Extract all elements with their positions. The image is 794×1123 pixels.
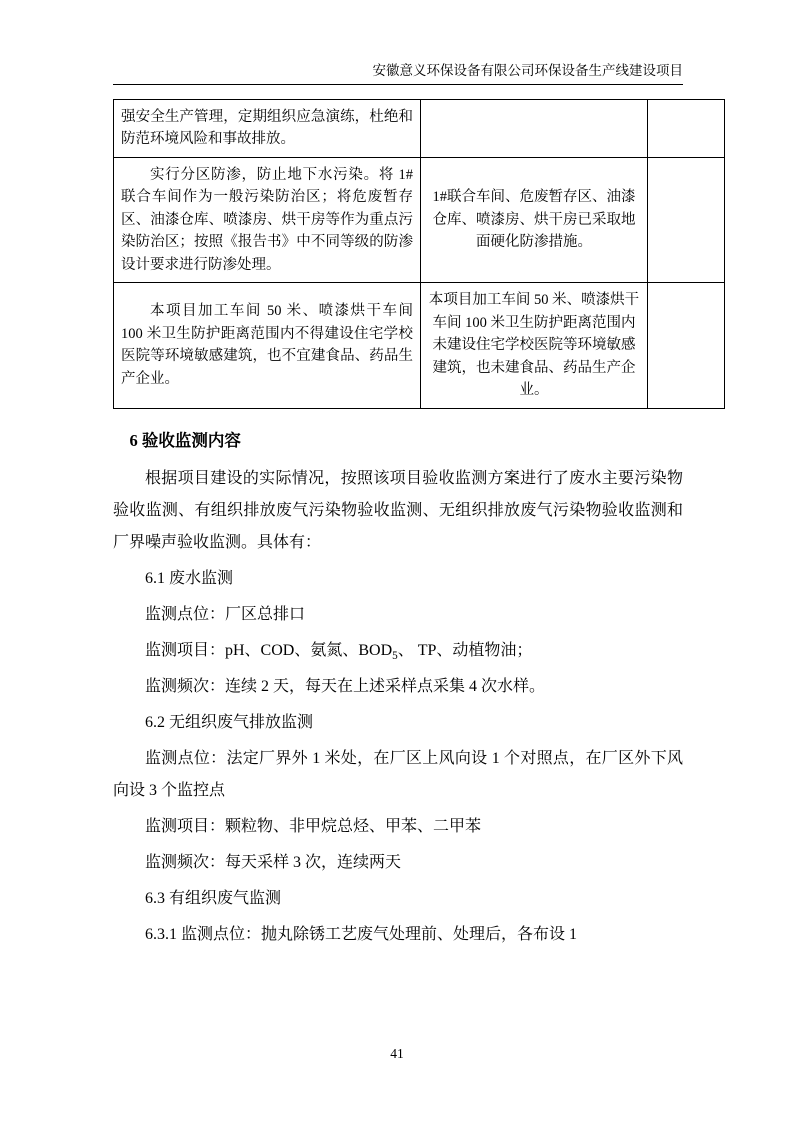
subsection-6-1-title: 6.1 废水监测: [145, 569, 234, 587]
section-intro: 根据项目建设的实际情况，按照该项目验收监测方案进行了废水主要污染物验收监测、有组织排放废气污染物验收监测、无组织排放废气污染物验收监测和厂界噪声验收监测。具体有：: [113, 469, 683, 551]
table-cell-status: [421, 99, 648, 157]
subsection-6-2-items: 监测项目：颗粒物、非甲烷总烃、甲苯、二甲苯: [145, 818, 482, 836]
subsection-6-2-point: 监测点位：法定厂界外 1 米处，在厂区上风向设 1 个对照点，在厂区外下风向设 3 个监控点: [113, 750, 683, 800]
table-cell-measure: 强安全生产管理，定期组织应急演练，杜绝和防范环境风险和事故排放。: [114, 99, 421, 157]
document-header: [113, 62, 683, 99]
table-row: [114, 157, 725, 282]
page-title: 6 验收监测内容: [129, 430, 241, 450]
items-prefix: 监测项目：pH、COD、氨氮、BOD: [145, 641, 393, 659]
subsection-6-1-point: 监测点位：厂区总排口: [145, 605, 306, 623]
table-cell-note: [648, 99, 725, 157]
subsection-6-2-freq: 监测频次：每天采样 3 次，连续两天: [145, 854, 402, 872]
table-cell-status: 本项目加工车间 50 米、喷漆烘干车间 100 米卫生防护距离范围内未建设住宅学校医院等环境敏感建筑，也未建食品、药品生产企业。: [421, 283, 648, 408]
table-cell-note: [648, 157, 725, 282]
header-divider: [113, 84, 683, 85]
table-cell-note: [648, 283, 725, 408]
items-subscript: 5: [392, 649, 398, 662]
table-row: [114, 99, 725, 157]
subsection-6-3-title: 6.3 有组织废气监测: [145, 890, 282, 908]
page-number: 41: [390, 1046, 404, 1061]
page-content: [113, 62, 683, 955]
subsection-6-3-1-point: 6.3.1 监测点位：抛丸除锈工艺废气处理前、处理后，各布设 1: [145, 926, 578, 944]
table-row: [114, 283, 725, 408]
header-title: 安徽意义环保设备有限公司环保设备生产线建设项目: [372, 63, 683, 78]
measures-table: [113, 99, 725, 409]
items-suffix: 、 TP、动植物油；: [397, 641, 533, 659]
subsection-6-2-title: 6.2 无组织废气排放监测: [145, 714, 314, 732]
table-cell-status: 1#联合车间、危废暂存区、油漆仓库、喷漆房、烘干房已采取地面硬化防渗措施。: [421, 157, 648, 282]
subsection-6-1-freq: 监测频次：连续 2 天，每天在上述采样点采集 4 次水样。: [145, 678, 546, 696]
table-cell-measure: 本项目加工车间 50 米、喷漆烘干车间 100 米卫生防护距离范围内不得建设住宅学校医院等环境敏感建筑，也不宜建食品、药品生产企业。: [114, 283, 421, 408]
subsection-6-1-items: [113, 635, 683, 668]
table-cell-measure: 实行分区防渗，防止地下水污染。将 1#联合车间作为一般污染防治区；将危废暂存区、油漆仓库、喷漆房、烘干房等作为重点污染防治区；按照《报告书》中不同等级的防渗设计要求进行防渗处理。: [114, 157, 421, 282]
